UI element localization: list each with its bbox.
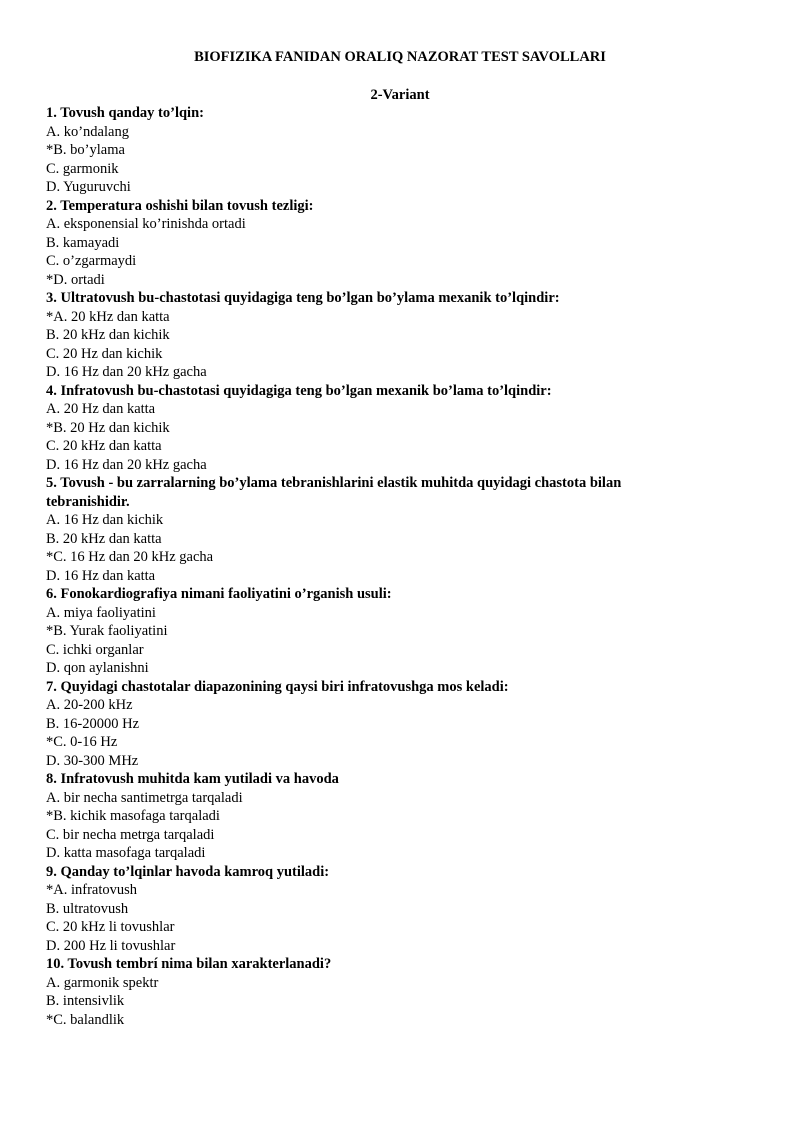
document-title: BIOFIZIKA FANIDAN ORALIQ NAZORAT TEST SAVOLLARI (194, 49, 606, 65)
answer-option: *B. bo’ylama (46, 142, 125, 158)
answer-option: D. qon aylanishni (46, 660, 149, 676)
answer-option: D. 16 Hz dan 20 kHz gacha (46, 364, 207, 380)
answer-option: C. 20 kHz dan katta (46, 438, 162, 454)
answer-option: *B. Yurak faoliyatini (46, 623, 168, 639)
answer-option: C. ichki organlar (46, 641, 144, 658)
answer-option: A. eksponensial ko’rinishda ortadi (46, 216, 246, 232)
answer-option: D. 16 Hz dan katta (46, 567, 156, 584)
answer-option: D. 200 Hz li tovushlar (46, 937, 176, 954)
answer-option: D. Yuguruvchi (46, 179, 131, 195)
question-text: 10. Tovush tembrí nima bilan xarakterlanadi? (46, 956, 332, 972)
question-text: 9. Qanday to’lqinlar havoda kamroq yutiladi: (46, 863, 330, 880)
answer-option: *A. infratovush (46, 882, 138, 898)
answer-option: C. 20 Hz dan kichik (46, 345, 163, 362)
answer-option: C. garmonik (46, 160, 119, 177)
answer-option: D. katta masofaga tarqaladi (46, 845, 206, 861)
answer-option: *A. 20 kHz dan katta (46, 308, 170, 325)
answer-option: *C. 0-16 Hz (46, 734, 118, 750)
answer-option: A. ko’ndalang (46, 123, 129, 140)
answer-option: B. 16-20000 Hz (46, 715, 140, 732)
variant-label: 2-Variant (370, 86, 430, 103)
answer-option: C. 20 kHz li tovushlar (46, 919, 175, 935)
question-7 (46, 678, 706, 771)
answer-option: *B. 20 Hz dan kichik (46, 419, 170, 436)
question-4 (46, 382, 706, 475)
answer-option: *D. ortadi (46, 271, 105, 288)
answer-option: *C. 16 Hz dan 20 kHz gacha (46, 549, 214, 565)
answer-option: A. garmonik spektr (46, 974, 159, 991)
question-text: 2. Temperatura oshishi bilan tovush tezligi: (46, 197, 314, 214)
question-2 (46, 197, 706, 290)
answer-option: B. intensivlik (46, 993, 125, 1009)
answer-option: B. ultratovush (46, 900, 129, 917)
answer-option: A. bir necha santimetrga tarqaladi (46, 789, 243, 806)
question-10 (46, 955, 706, 1029)
question-text: 6. Fonokardiografiya nimani faoliyatini o’rganish usuli: (46, 586, 392, 602)
question-text: 3. Ultratovush bu-chastotasi quyidagiga teng bo’lgan bo’ylama mexanik to’lqindir: (46, 290, 560, 306)
answer-option: A. 20 Hz dan katta (46, 401, 156, 417)
question-text: 1. Tovush qanday to’lqin: (46, 105, 204, 121)
answer-option: *B. kichik masofaga tarqaladi (46, 808, 220, 824)
answer-option: C. o’zgarmaydi (46, 253, 137, 269)
answer-option: B. 20 kHz dan katta (46, 530, 162, 547)
question-text: 8. Infratovush muhitda kam yutiladi va havoda (46, 771, 339, 787)
answer-option: B. kamayadi (46, 234, 120, 251)
answer-option: A. miya faoliyatini (46, 604, 156, 621)
question-5 (46, 474, 706, 585)
answer-option: C. bir necha metrga tarqaladi (46, 826, 215, 843)
question-text: 4. Infratovush bu-chastotasi quyidagiga teng bo’lgan mexanik bo’lama to’lqindir: (46, 382, 552, 399)
answer-option: B. 20 kHz dan kichik (46, 327, 170, 343)
answer-option: *C. balandlik (46, 1011, 125, 1028)
answer-option: A. 20-200 kHz (46, 697, 133, 713)
question-text: 5. Tovush - bu zarralarning bo’ylama tebranishlarini elastik muhitda quyidagi chastota bilan tebranishidir. (46, 475, 622, 510)
answer-option: D. 16 Hz dan 20 kHz gacha (46, 456, 207, 473)
question-6 (46, 585, 706, 678)
question-8 (46, 770, 706, 863)
question-text: 7. Quyidagi chastotalar diapazonining qaysi biri infratovushga mos keladi: (46, 678, 509, 695)
question-3 (46, 289, 706, 382)
question-1 (46, 104, 706, 197)
answer-option: A. 16 Hz dan kichik (46, 512, 164, 528)
question-9 (46, 863, 706, 956)
answer-option: D. 30-300 MHz (46, 752, 139, 769)
